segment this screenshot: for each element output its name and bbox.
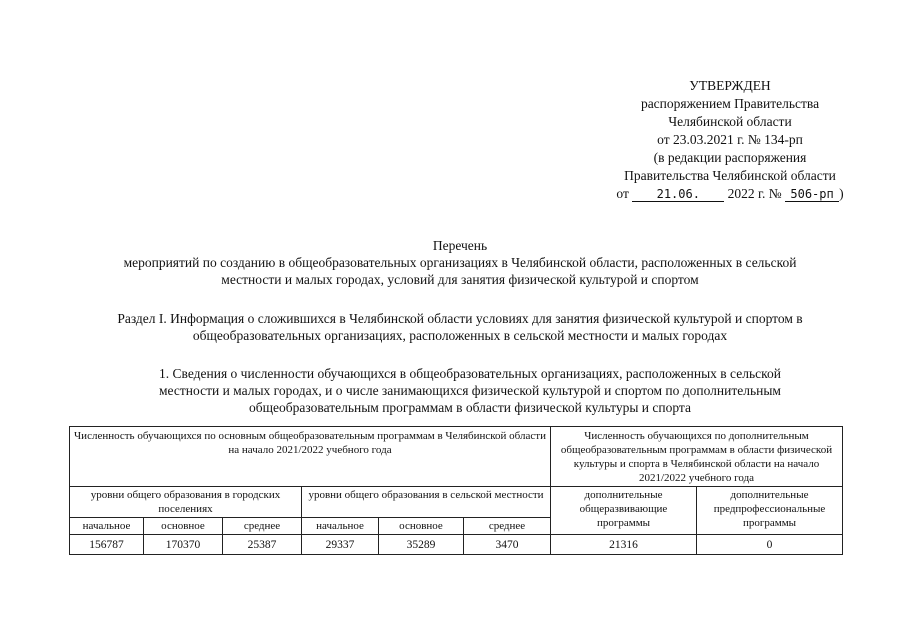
- approval-line-6: Правительства Челябинской области: [624, 168, 836, 183]
- approval-line-2: распоряжением Правительства: [640, 96, 820, 111]
- title-line-2: местности и малых городах, условий для занятия физической культурой и спортом: [221, 272, 699, 287]
- section-line-2: общеобразовательных организациях, расположенных в сельской местности и малых городах: [192, 328, 728, 343]
- approval-date-line: [600, 185, 860, 203]
- table-group-row: [70, 487, 843, 518]
- level-urban-secondary: среднее: [223, 518, 302, 535]
- approval-number-handwritten: 506-рп: [785, 187, 839, 202]
- value-urban-primary: 156787: [70, 535, 144, 555]
- approval-date-handwritten: 21.06.: [632, 187, 724, 202]
- subsection-line-2: местности и малых городах, и о числе занимающихся физической культурой и спортом по дополнительным: [159, 383, 781, 398]
- value-urban-basic: 170370: [144, 535, 223, 555]
- value-rural-secondary: 3470: [464, 535, 551, 555]
- student-count-table: [69, 426, 843, 555]
- header-additional-programs: Численность обучающихся по дополнительным общеобразовательным программам в области физической культуры и спорта в Челябинской области на начало 2021/2022 учебного года: [551, 427, 843, 487]
- col-pre-professional: дополнительные предпрофессиональные программы: [697, 487, 843, 535]
- value-general-developing: 21316: [551, 535, 697, 555]
- approval-block: [600, 77, 860, 203]
- level-urban-basic: основное: [144, 518, 223, 535]
- approval-year-text: 2022 г. №: [727, 186, 782, 201]
- subsection-heading: [110, 365, 830, 416]
- level-urban-primary: начальное: [70, 518, 144, 535]
- value-rural-basic: 35289: [379, 535, 464, 555]
- header-main-programs: Численность обучающихся по основным общеобразовательным программам в Челябинской области на начало 2021/2022 учебного года: [70, 427, 551, 487]
- value-rural-primary: 29337: [302, 535, 379, 555]
- approval-line-4: от 23.03.2021 г. № 134-рп: [657, 132, 803, 147]
- group-urban: уровни общего образования в городских поселениях: [70, 487, 302, 518]
- approval-line-3: Челябинской области: [668, 114, 792, 129]
- value-pre-professional: 0: [697, 535, 843, 555]
- level-rural-secondary: среднее: [464, 518, 551, 535]
- subsection-line-1: 1. Сведения о численности обучающихся в общеобразовательных организациях, расположенных в сельской: [159, 366, 781, 381]
- level-rural-basic: основное: [379, 518, 464, 535]
- value-urban-secondary: 25387: [223, 535, 302, 555]
- table-row: [70, 535, 843, 555]
- title-line-1: мероприятий по созданию в общеобразовательных организациях в Челябинской области, расположенных в сельской: [123, 255, 797, 270]
- section-line-1: Раздел I. Информация о сложившихся в Челябинской области условиях для занятия физической культурой и спортом в: [117, 311, 803, 326]
- approval-from-prefix: от: [616, 186, 629, 201]
- group-rural: уровни общего образования в сельской местности: [302, 487, 551, 518]
- approval-close-paren: ): [839, 186, 844, 201]
- section-heading: [70, 310, 850, 344]
- subsection-line-3: общеобразовательным программам в области физической культуры и спорта: [249, 400, 691, 415]
- col-general-developing: дополнительные общеразвивающие программы: [551, 487, 697, 535]
- title-heading: Перечень: [432, 238, 488, 253]
- level-rural-primary: начальное: [302, 518, 379, 535]
- table-header-row: [70, 427, 843, 487]
- approval-line-5: (в редакции распоряжения: [653, 150, 807, 165]
- document-title: [70, 237, 850, 288]
- approval-title: УТВЕРЖДЕН: [689, 78, 771, 93]
